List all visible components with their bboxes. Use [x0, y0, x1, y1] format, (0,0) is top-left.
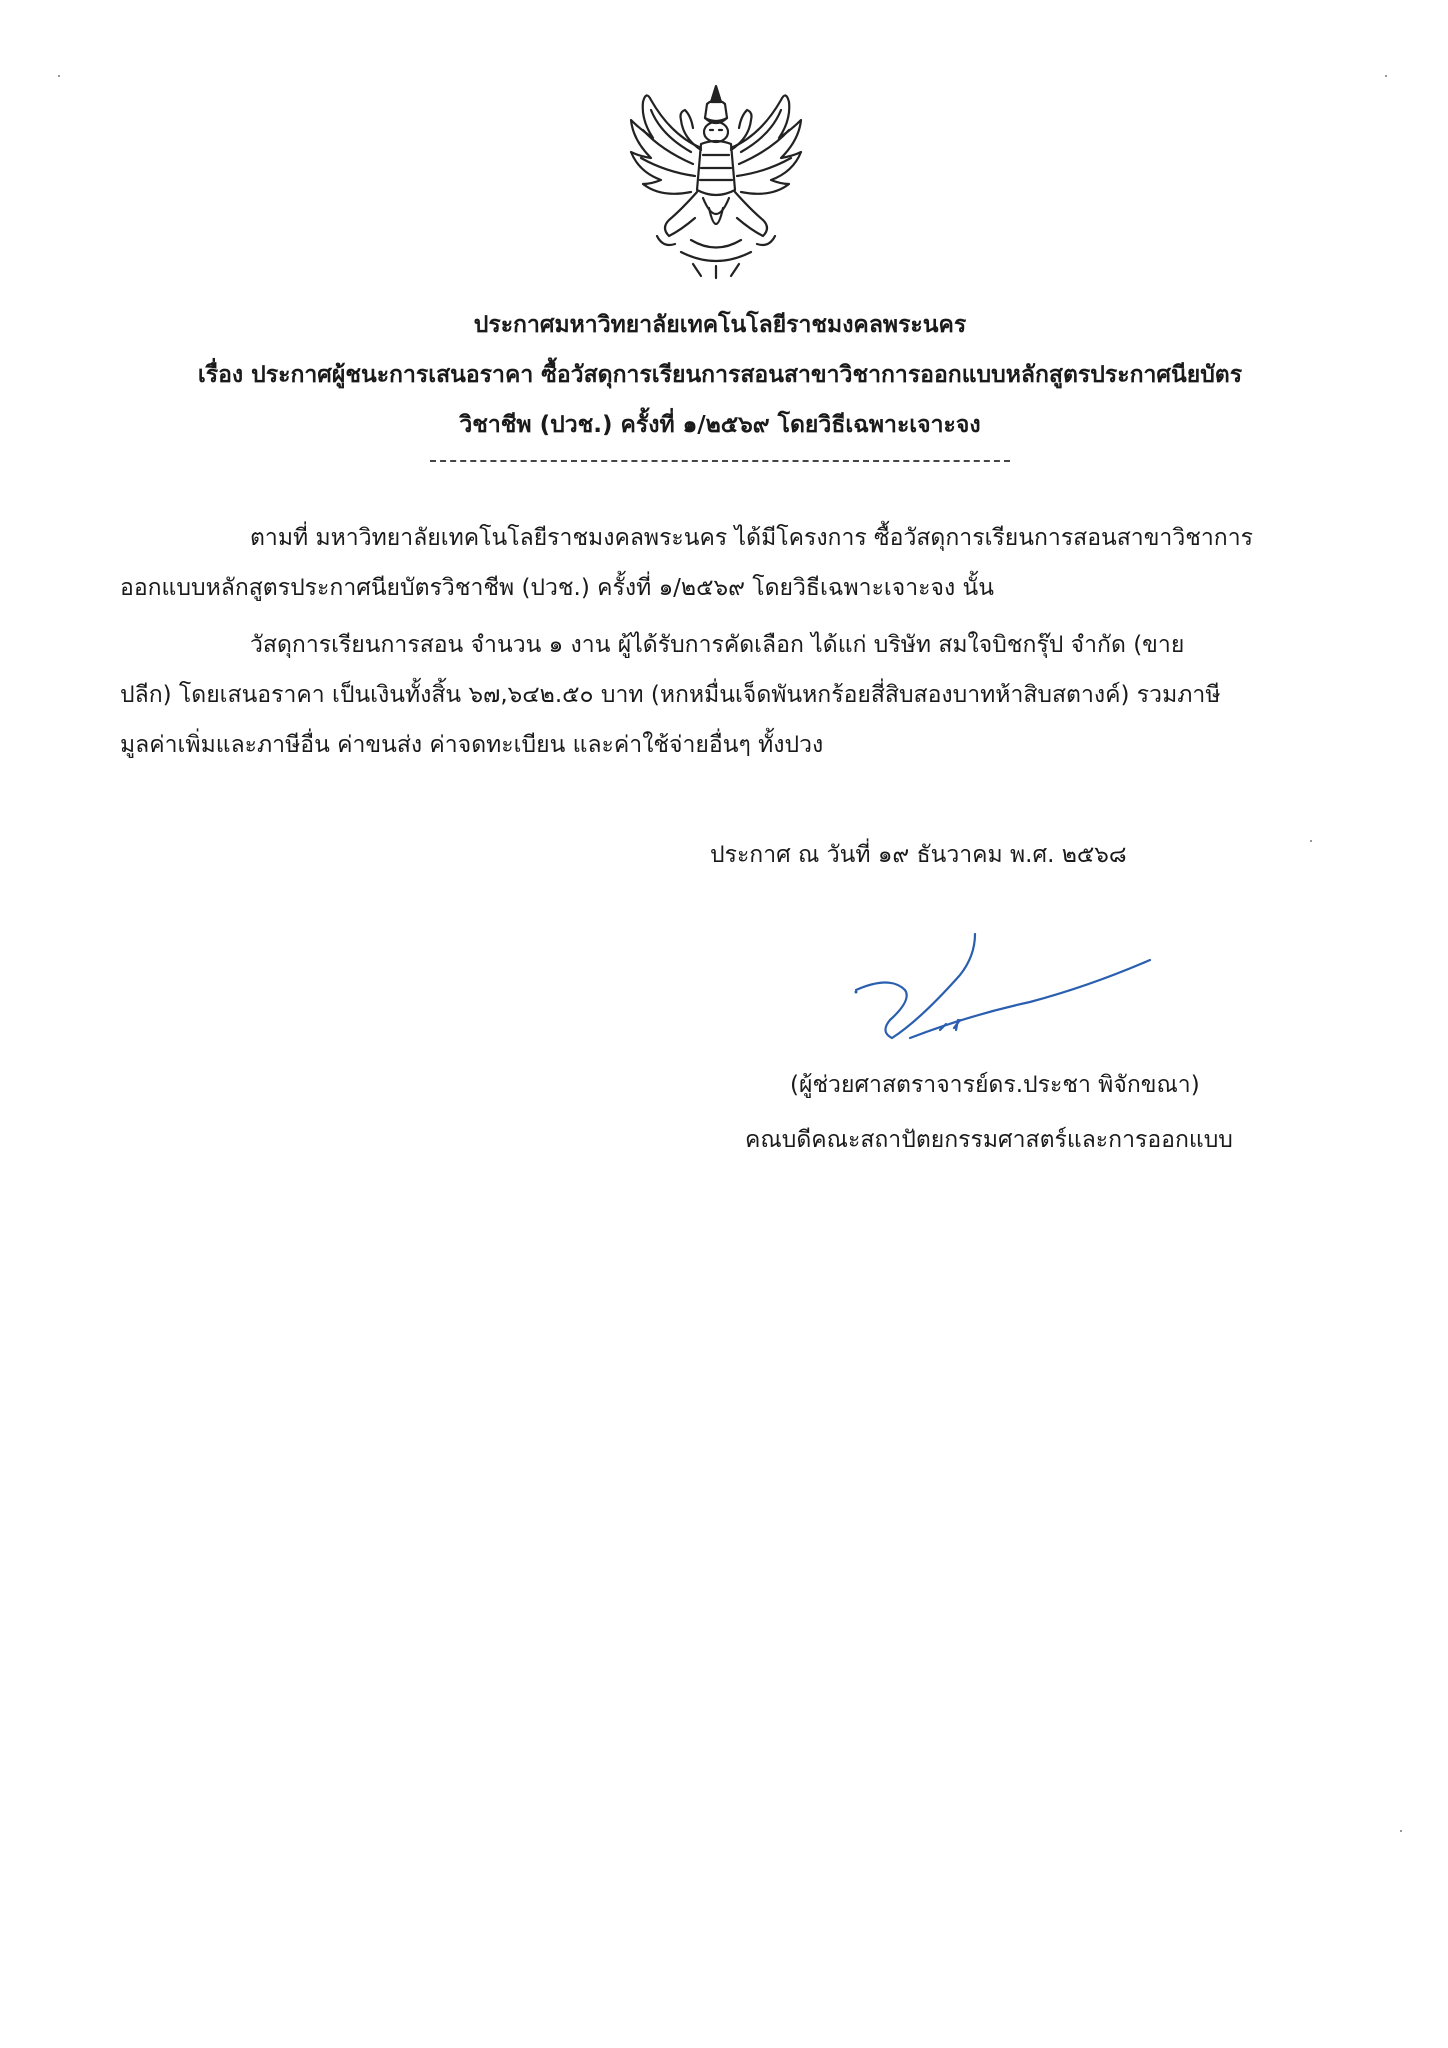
- signatory-position: คณบดีคณะสถาปัตยกรรมศาสตร์และการออกแบบ: [745, 1127, 1233, 1153]
- paragraph-2-line-1: วัสดุการเรียนการสอน จำนวน ๑ งาน ผู้ได้รับการคัดเลือก ได้แก่ บริษัท สมใจบิชกรุ๊ป จำกัด (ขาย: [250, 632, 1185, 658]
- announcement-date: ประกาศ ณ วันที่ ๑๙ ธันวาคม พ.ศ. ๒๕๖๘: [710, 842, 1127, 868]
- scan-speck: [1400, 1830, 1402, 1832]
- paragraph-2-line-3: มูลค่าเพิ่มและภาษีอื่น ค่าขนส่ง ค่าจดทะเบียน และค่าใช้จ่ายอื่นๆ ทั้งปวง: [120, 732, 824, 758]
- scan-speck: [1310, 840, 1312, 842]
- paragraph-1-line-1: ตามที่ มหาวิทยาลัยเทคโนโลยีราชมงคลพระนคร ได้มีโครงการ ซื้อวัสดุการเรียนการสอนสาขาวิชาการ: [250, 525, 1253, 551]
- scan-speck: [58, 75, 60, 77]
- dashed-divider: [430, 460, 1010, 462]
- signatory-name: (ผู้ช่วยศาสตราจารย์ดร.ประชา พิจักขณา): [790, 1072, 1200, 1098]
- document-subject: เรื่อง ประกาศผู้ชนะการเสนอราคา ซื้อวัสดุการเรียนการสอนสาขาวิชาการออกแบบหลักสูตรประกาศนียบัตร: [197, 362, 1243, 388]
- garuda-emblem-icon: [621, 80, 811, 280]
- document-title: ประกาศมหาวิทยาลัยเทคโนโลยีราชมงคลพระนคร: [473, 312, 967, 338]
- scan-speck: [1385, 75, 1387, 77]
- handwritten-signature: [850, 920, 1170, 1060]
- paragraph-2-line-2: ปลีก) โดยเสนอราคา เป็นเงินทั้งสิ้น ๖๗,๖๔๒.๕๐ บาท (หกหมื่นเจ็ดพันหกร้อยสี่สิบสองบาทห้าสิบสตางค์) รวมภาษี: [120, 682, 1221, 708]
- paragraph-1-line-2: ออกแบบหลักสูตรประกาศนียบัตรวิชาชีพ (ปวช.) ครั้งที่ ๑/๒๕๖๙ โดยวิธีเฉพาะเจาะจง นั้น: [120, 575, 994, 601]
- document-subject-continued: วิชาชีพ (ปวช.) ครั้งที่ ๑/๒๕๖๙ โดยวิธีเฉพาะเจาะจง: [459, 412, 981, 438]
